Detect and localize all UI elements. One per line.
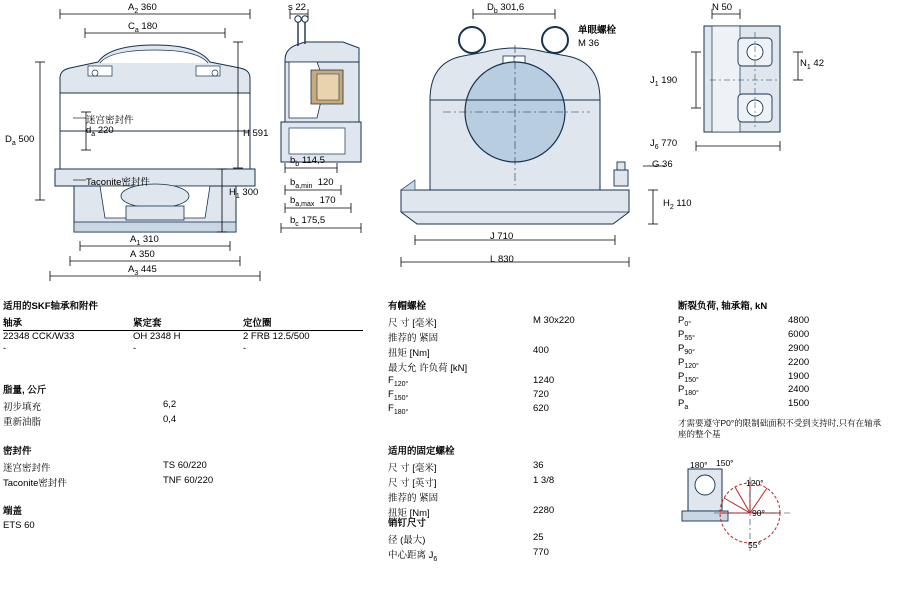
dim-s: s 22 (288, 2, 306, 13)
dim-N1: $N_1$ 42 (800, 58, 824, 71)
value-recommended-tightening (533, 330, 648, 345)
label-P0: $P_{0^\circ}$ (678, 315, 692, 328)
dim-bb: $b_b$ 114,5 (290, 155, 325, 168)
table-attachment-bolts (388, 443, 648, 520)
table-row (678, 384, 893, 398)
value-F180: 620 (533, 402, 549, 414)
callout-eye-bolt: 单眼螺栓 (578, 25, 617, 36)
table-row (388, 490, 648, 505)
value-Pa: 1500 (788, 398, 810, 410)
dim-A3: $A_3$ 445 (128, 264, 157, 277)
dim-L: L 830 (490, 254, 514, 265)
table-row (388, 547, 648, 564)
label-P120: $P_{120^\circ}$ (678, 356, 699, 370)
table-row (678, 371, 893, 385)
table-row (388, 460, 648, 475)
cell-sleeve: OH 2348 H (133, 331, 181, 342)
value-P120: 2200 (788, 356, 810, 368)
dim-H2: $H_2$ 110 (663, 198, 692, 211)
col-bearing: 轴承 (3, 318, 23, 329)
callout-labyrinth-seal: 迷宫密封件 (86, 115, 134, 126)
value-recommended-tightening (533, 490, 648, 505)
dim-A2: $A_2$ 360 (128, 2, 157, 15)
dim-J6: $J_6$ 770 (650, 138, 678, 151)
label-bolt-size-mm: 尺 寸 [毫米] (388, 318, 437, 329)
label-diameter-max: 径 (最大) (388, 535, 426, 546)
table-row (3, 460, 253, 475)
value-relubrication: 0,4 (163, 414, 177, 425)
table-end-cover-title: 端盖 (3, 506, 23, 517)
value-initial-fill: 6,2 (163, 399, 177, 410)
cell-ring: - (243, 343, 247, 354)
angle-label-90: 90° (752, 508, 765, 518)
label-P90: $P_{90^\circ}$ (678, 342, 695, 356)
table-grease-title: 脂量, 公斤 (3, 385, 47, 396)
value-P150: 1900 (788, 370, 810, 382)
table-row (678, 329, 893, 343)
table-row (388, 475, 648, 490)
table-row (678, 315, 893, 329)
value-taconite-seal: TNF 60/220 (163, 475, 214, 486)
value-labyrinth-seal: TS 60/220 (163, 460, 207, 471)
table-fracture-loads (678, 298, 893, 439)
value-diameter-max: 25 (533, 532, 544, 543)
table-row (3, 343, 363, 355)
dim-G: G 36 (652, 159, 673, 170)
label-F180: $F_{180^\circ}$ (388, 402, 409, 416)
diagram-load-angles (678, 455, 893, 580)
value-torque: 2280 (533, 505, 555, 516)
dim-A1: $A_1$ 310 (130, 234, 159, 247)
dim-da: $d_a$ 220 (86, 125, 114, 138)
table-dowel-pins-title: 销钉尺寸 (388, 518, 427, 529)
table-row (3, 331, 363, 344)
angle-label-120: 120° (746, 478, 764, 488)
table-grease (3, 382, 253, 429)
value-F120: 1240 (533, 375, 555, 386)
callout-taconite-seal: Taconite密封件 (86, 177, 150, 188)
cell-bearing: - (3, 343, 7, 354)
table-row (678, 343, 893, 357)
label-end-cover: ETS 60 (3, 520, 35, 531)
table-dowel-pins (388, 515, 648, 564)
label-P55: $P_{55^\circ}$ (678, 328, 695, 342)
table-cap-bolts-title: 有帽螺栓 (388, 301, 427, 312)
table-bearings-title: 适用的SKF轴承和附件 (3, 301, 99, 312)
value-end-cover (163, 520, 253, 532)
dim-N: N 50 (712, 2, 733, 13)
label-recommended-tightening: 推荐的 紧固 (388, 333, 439, 344)
label-torque: 扭矩 [Nm] (388, 348, 430, 359)
label-size-mm: 尺 寸 [毫米] (388, 463, 437, 474)
value-center-distance: 770 (533, 547, 549, 558)
label-initial-fill: 初步填充 (3, 402, 42, 413)
table-row (3, 399, 253, 414)
angle-label-150: 150° (716, 458, 734, 468)
table-row (388, 345, 648, 360)
col-ring: 定位圈 (243, 318, 272, 329)
table-row (388, 360, 648, 375)
table-row (388, 315, 648, 330)
label-Pa: $P_a$ (678, 398, 689, 412)
value-P90: 2900 (788, 342, 810, 354)
value-F150: 720 (533, 388, 549, 400)
table-seals-title: 密封件 (3, 446, 32, 457)
label-F120: $F_{120^\circ}$ (388, 375, 409, 388)
value-P0: 4800 (788, 315, 810, 326)
dim-Ca: $C_a$ 180 (128, 21, 158, 34)
table-fracture-loads-title: 断裂负荷, 轴承箱, kN (678, 301, 768, 312)
fracture-loads-note: 才需要遵守P0°的限制础面积不受到支持时,只有在轴承座的整个基 (678, 418, 882, 439)
table-row (3, 475, 253, 490)
table-end-cover (3, 503, 253, 532)
label-size-inch: 尺 寸 [英寸] (388, 478, 437, 489)
label-taconite-seal: Taconite密封件 (3, 478, 67, 489)
cell-bearing: 22348 CCK/W33 (3, 331, 75, 342)
angle-label-55: 55° (748, 540, 761, 550)
table-row (3, 414, 253, 429)
dim-A: A 350 (130, 249, 155, 260)
drawing-plan-view (690, 0, 830, 170)
dim-H: H 591 (243, 128, 269, 139)
label-P180: $P_{180^\circ}$ (678, 384, 699, 398)
table-row (388, 330, 648, 345)
dim-Db: $D_b$ 301,6 (487, 2, 525, 15)
table-row (678, 357, 893, 371)
label-max-permissible-load: 最大允 许负荷 [kN] (388, 363, 468, 374)
dim-ba-min: $b_{a,min}$ 120 (290, 177, 334, 190)
dim-bc: $b_c$ 175,5 (290, 215, 326, 228)
table-attachment-bolts-title: 适用的固定螺栓 (388, 446, 455, 457)
value-size-mm: 36 (533, 460, 544, 471)
table-cap-bolts (388, 298, 648, 417)
table-row (388, 532, 648, 547)
label-labyrinth-seal: 迷宫密封件 (3, 463, 51, 474)
label-recommended-tightening: 推荐的 紧固 (388, 493, 439, 504)
table-seals (3, 443, 253, 490)
value-torque: 400 (533, 345, 549, 356)
value-P55: 6000 (788, 328, 810, 340)
cell-ring: 2 FRB 12.5/500 (243, 331, 310, 342)
dim-ba-max: $b_{a,max}$ 170 (290, 195, 336, 208)
value-max-permissible-load (533, 360, 648, 375)
callout-eye-bolt-size: M 36 (578, 38, 600, 49)
value-size-inch: 1 3/8 (533, 475, 555, 486)
cell-sleeve: - (133, 343, 137, 354)
dim-H1: $H_1$ 300 (229, 187, 259, 200)
table-row (388, 389, 648, 403)
label-relubrication: 重新油脂 (3, 417, 42, 428)
dim-J: J 710 (490, 231, 514, 242)
label-torque: 扭矩 [Nm] (388, 508, 430, 519)
table-row (3, 520, 253, 532)
col-sleeve: 紧定套 (133, 318, 162, 329)
table-bearings (3, 298, 363, 355)
angle-label-180: 180° (690, 460, 708, 470)
table-row (678, 398, 893, 412)
value-bolt-size-mm: M 30x220 (533, 315, 575, 326)
label-P150: $P_{150^\circ}$ (678, 370, 699, 384)
table-row (388, 375, 648, 389)
dim-J1: $J_1$ 190 (650, 75, 678, 88)
label-center-distance: 中心距离 $J_6$ (388, 550, 438, 563)
table-row (388, 403, 648, 417)
label-F150: $F_{150^\circ}$ (388, 388, 409, 402)
dim-Da: $D_a$ 500 (5, 134, 35, 147)
value-P180: 2400 (788, 384, 810, 396)
